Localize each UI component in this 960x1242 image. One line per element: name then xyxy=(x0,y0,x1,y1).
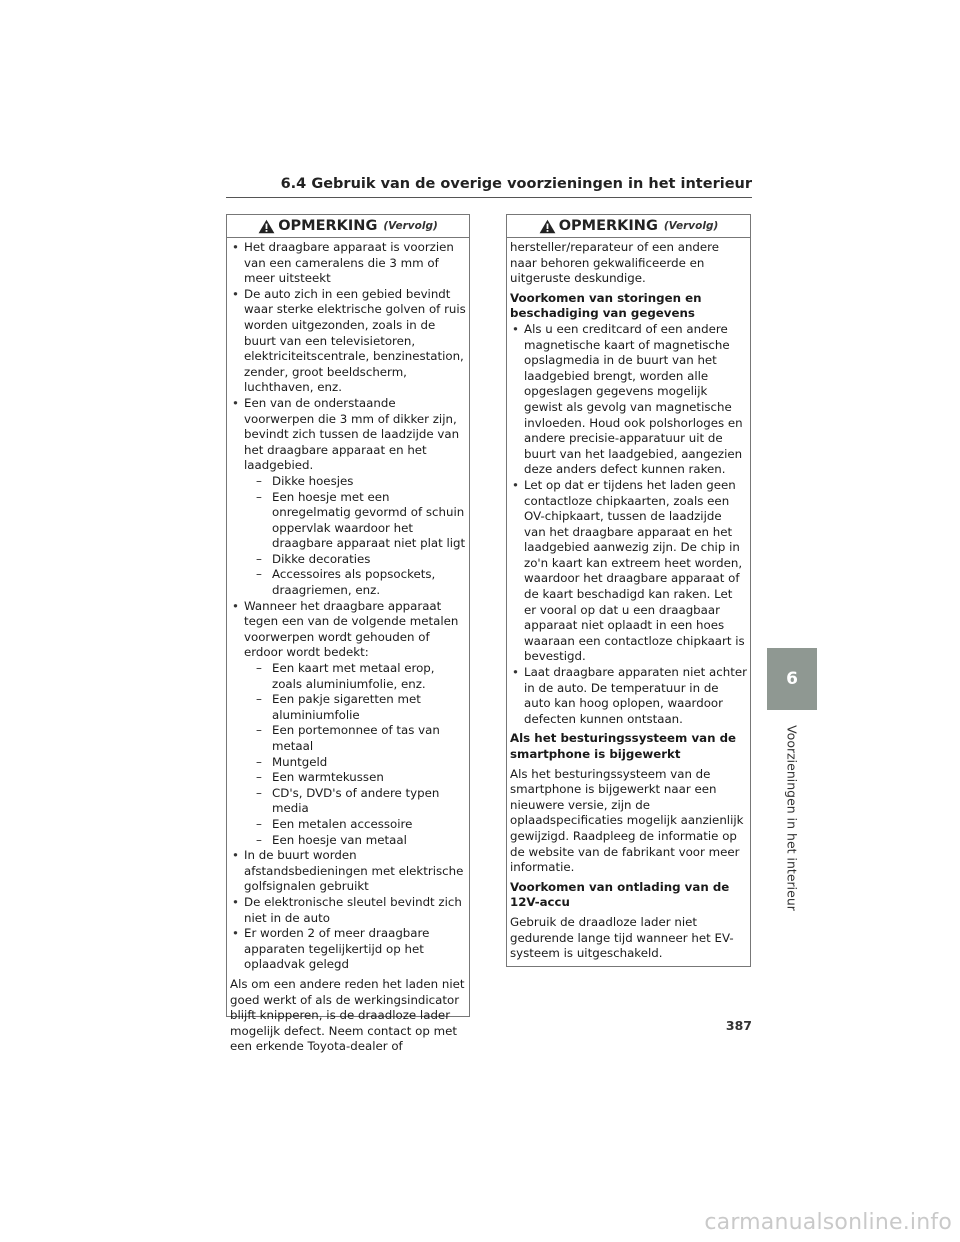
warning-icon xyxy=(258,219,275,234)
notice-header xyxy=(227,215,469,238)
intro-paragraph: hersteller/reparateur of een andere naar behoren gekwalificeerde en uitgeruste deskundige. xyxy=(510,240,720,286)
notice-panel-right xyxy=(506,214,751,967)
notice-title: OPMERKING xyxy=(558,218,658,234)
list-item: • De auto zich in een gebied bevindt waar sterke elektrische golven of ruis worden uitgezonden, zoals in de buurt van een televisietoren, elektriciteitscentrale, benzinestation, zender, groot beeldscherm, luchthaven, enz. xyxy=(230,287,466,396)
sub-list-item: – Dikke hoesjes xyxy=(244,474,466,490)
sub-list-item: – Muntgeld xyxy=(244,755,466,771)
paragraph: Als het besturingssysteem van de smartphone is bijgewerkt naar een nieuwere versie, zijn de oplaadspecificaties mogelijk aanzienlijk gewijzigd. Raadpleeg de informatie op de website van de fabrikant voor meer informatie. xyxy=(510,766,744,875)
list-item: • Laat draagbare apparaten niet achter in de auto. De temperatuur in de auto kan hoog oplopen, waardoor defecten kunnen ontstaan. xyxy=(510,665,747,727)
list-item: • In de buurt worden afstandsbedieningen met elektrische golfsignalen gebruikt xyxy=(230,848,466,895)
paragraph: Gebruik de draadloze lader niet gedurende lange tijd wanneer het EV-systeem is uitgeschakeld. xyxy=(510,914,734,961)
sub-list-item: – Een hoesje met een onregelmatig gevormd of schuin oppervlak waardoor het draagbare apparaat niet plat ligt xyxy=(244,490,466,552)
sub-list-item: – Een kaart met metaal erop, zoals aluminiumfolie, enz. xyxy=(244,661,466,692)
sub-list-item: – Een warmtekussen xyxy=(244,770,466,786)
subheading: Voorkomen van storingen en beschadiging van gegevens xyxy=(510,290,702,321)
chapter-side-label: Voorzieningen in het interieur xyxy=(784,725,800,911)
list-item: • Er worden 2 of meer draagbare apparaten tegelijkertijd op het oplaadvak gelegd xyxy=(230,926,466,973)
subheading: Als het besturingssysteem van de smartphone is bijgewerkt xyxy=(510,731,737,761)
sub-list-item: – CD's, DVD's of andere typen media xyxy=(244,786,466,817)
list-item: • Let op dat er tijdens het laden geen contactloze chipkaarten, zoals een OV-chipkaart, tussen de laadzijde van het draagbare apparaat en het laadgebied aanwezig zijn. De chip in zo'n kaart kan extreem heet worden, waardoor het draagbare apparaat of de kaart beschadigd kan raken. Let er vooral op dat u een draagbaar apparaat niet oplaadt in een hoes waaraan een contactloze chipkaart is bevestigd. xyxy=(510,478,747,665)
page-number: 387 xyxy=(725,1018,752,1033)
sub-list-item: – Een portemonnee of tas van metaal xyxy=(244,723,466,754)
notice-panel-left xyxy=(226,214,470,1054)
sub-list-item: – Een pakje sigaretten met aluminiumfolie xyxy=(244,692,466,723)
list-item: • De elektronische sleutel bevindt zich niet in de auto xyxy=(230,895,466,926)
list-item-text: Wanneer het draagbare apparaat tegen een van de volgende metalen voorwerpen wordt gehouden of erdoor wordt bedekt: xyxy=(244,598,459,660)
notice-subtitle: (Vervolg) xyxy=(383,220,438,232)
chapter-tab: 6 xyxy=(767,648,817,710)
notice-header xyxy=(507,215,750,238)
list-item: • Het draagbare apparaat is voorzien van een cameralens die 3 mm of meer uitsteekt xyxy=(230,240,466,287)
subheading: Voorkomen van ontlading van de 12V-accu xyxy=(510,879,730,910)
watermark: carmanualsonline.info xyxy=(704,1210,952,1235)
sub-list-item: – Een hoesje van metaal xyxy=(244,833,466,849)
notice-subtitle: (Vervolg) xyxy=(663,220,719,232)
list-item xyxy=(230,599,466,849)
sub-list-item: – Dikke decoraties xyxy=(244,552,466,568)
list-item-text: Een van de onderstaande voorwerpen die 3 mm of dikker zijn, bevindt zich tussen de laadzijde van het draagbare apparaat en het laadgebied. xyxy=(244,395,460,473)
notice-body-left xyxy=(227,238,469,1055)
notice-title: OPMERKING xyxy=(278,218,378,234)
chapter-side-strip xyxy=(767,710,817,930)
notice-body-right xyxy=(507,238,750,962)
list-item: • Als u een creditcard of een andere magnetische kaart of magnetische opslagmedia in de buurt van het laadgebied brengt, worden alle opgeslagen gegevens mogelijk gewist als gevolg van magnetische invloeden. Houd ook polshorloges en andere precisie-apparatuur uit de buurt van het laadgebied, aangezien deze anders defect kunnen raken. xyxy=(510,322,747,478)
closing-paragraph: Als om een andere reden het laden niet goed werkt of als de werkingsindicator blijft knipperen, is de draadloze lader mogelijk defect. Neem contact op met een erkende Toyota-dealer of xyxy=(230,976,465,1054)
section-header: 6.4 Gebruik van de overige voorzieningen in het interieur xyxy=(226,176,752,198)
list-item xyxy=(230,396,466,599)
sub-list-item: – Een metalen accessoire xyxy=(244,817,466,833)
sub-list-item: – Accessoires als popsockets, draagriemen, enz. xyxy=(244,567,466,598)
warning-icon xyxy=(539,219,556,234)
